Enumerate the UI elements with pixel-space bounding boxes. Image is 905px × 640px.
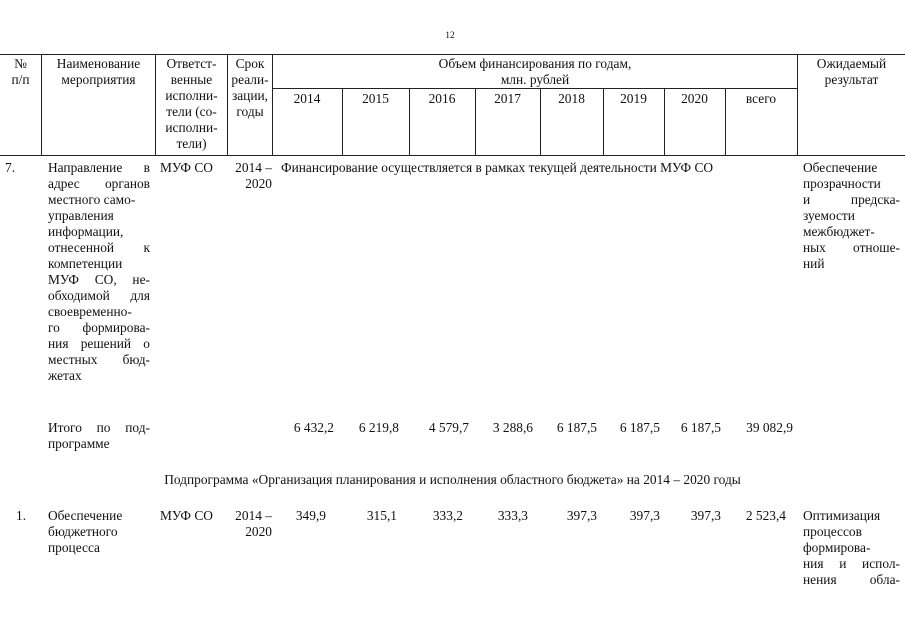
total-label: Итого по под- программе [48, 420, 150, 451]
row1-2018: 397,3 [566, 508, 597, 523]
header-year-2018: 2018 [558, 91, 585, 106]
header-result: Ожидаемый результат [816, 56, 887, 87]
header-year-2014: 2014 [293, 91, 321, 106]
row1-2016: 333,2 [432, 508, 463, 523]
total-2020: 6 187,5 [680, 420, 721, 435]
header-year-2020: 2020 [681, 91, 708, 106]
total-2019: 6 187,5 [619, 420, 660, 435]
row1-name: Обеспечение бюджетного процесса [48, 508, 123, 555]
total-all: 39 082,9 [746, 420, 793, 435]
header-year-2016: 2016 [428, 91, 456, 106]
total-2017: 3 288,6 [492, 420, 533, 435]
header-responsible: Ответст- венные исполни- тели (со- исполни- тели) [165, 56, 218, 151]
row1-responsible: МУФ СО [160, 508, 213, 523]
row1-result: Оптимизация процессов формирова- ния и испол- нения обла- [803, 508, 900, 587]
row1-2017: 333,3 [497, 508, 528, 523]
row7-funding-note: Финансирование осуществляется в рамках текущей деятельности МУФ СО [281, 160, 714, 175]
header-year-2019: 2019 [620, 91, 647, 106]
row1-2020: 397,3 [690, 508, 721, 523]
total-2015: 6 219,8 [358, 420, 399, 435]
total-2014: 6 432,2 [293, 420, 334, 435]
header-funding: Объем финансирования по годам, млн. рублей [438, 56, 632, 87]
header-year-2017: 2017 [494, 91, 521, 106]
row1-2014: 349,9 [295, 508, 326, 523]
row7-name: Направление в адрес органов местного само- управления информации, отнесенной к компетенции МУФ СО, не- обходимой для своевременно- го формирова- ния решений о местных бюд- жетах [48, 160, 150, 383]
header-year-2015: 2015 [362, 91, 389, 106]
row7-responsible: МУФ СО [160, 160, 213, 175]
header-name: Наименование мероприятия [56, 56, 141, 87]
page-number: 12 [445, 31, 455, 41]
row1-2019: 397,3 [629, 508, 660, 523]
subprogram-title: Подпрограмма «Организация планирования и исполнения областного бюджета» на 2014 – 2020 годы [164, 472, 741, 487]
row7-term: 2014 – 2020 [235, 160, 272, 191]
row7-number: 7. [5, 160, 16, 175]
row1-term: 2014 – 2020 [235, 508, 272, 539]
row7-result: Обеспечение прозрачности и предска- зуемости межбюджет- ных отноше- ний [803, 160, 900, 271]
header-term: Срок реали- зации, годы [231, 56, 269, 119]
header-number: № п/п [11, 56, 30, 87]
row1-total: 2 523,4 [745, 508, 786, 523]
total-2018: 6 187,5 [556, 420, 597, 435]
total-2016: 4 579,7 [428, 420, 469, 435]
header-total: всего [745, 91, 777, 106]
row1-number: 1. [16, 508, 27, 523]
row1-2015: 315,1 [366, 508, 397, 523]
